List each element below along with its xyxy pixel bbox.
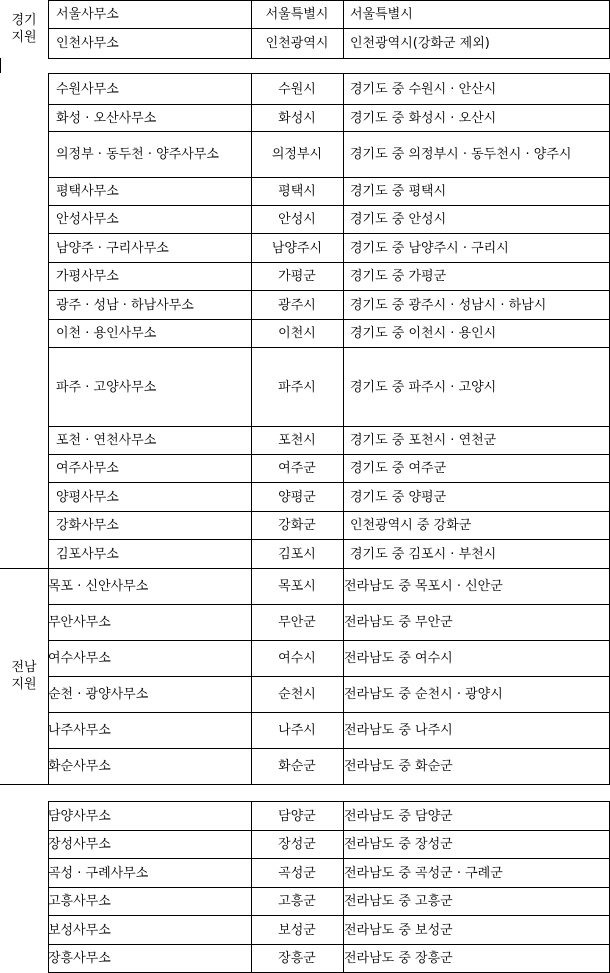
office-name: 포천 · 연천사무소 [56, 433, 157, 448]
office-name: 인천사무소 [56, 36, 119, 51]
jurisdiction-area: 전라남도 중 장흥군 [344, 951, 453, 966]
office-city: 나주시 [278, 723, 316, 738]
office-name: 여주사무소 [56, 461, 119, 476]
office-name: 고흥사무소 [48, 894, 111, 909]
jurisdiction-area: 전라남도 중 순천시 · 광양시 [344, 687, 503, 702]
jurisdiction-area: 전라남도 중 여수시 [344, 651, 453, 666]
office-name: 무안사무소 [48, 615, 111, 630]
office-city: 평택시 [278, 184, 316, 199]
jurisdiction-area: 전라남도 중 곡성군 · 구례군 [344, 865, 503, 881]
office-city: 김포시 [278, 546, 316, 562]
region-label-jeonnam: 전남 지원 [11, 660, 37, 692]
office-name: 파주 · 고양사무소 [56, 379, 157, 395]
office-name: 이천 · 용인사무소 [56, 326, 157, 341]
office-name: 가평사무소 [56, 269, 119, 284]
office-city: 서울특별시 [265, 7, 329, 22]
table-rule [48, 784, 610, 785]
table-rule [48, 0, 49, 59]
jurisdiction-area: 경기도 중 양평군 [350, 489, 447, 505]
jurisdiction-area: 서울특별시 [350, 7, 413, 22]
office-city: 남양주시 [271, 240, 323, 256]
office-name: 광주 · 성남 · 하남사무소 [56, 297, 194, 313]
office-city: 포천시 [278, 433, 316, 448]
office-name: 나주사무소 [48, 723, 111, 738]
jurisdiction-area: 전라남도 중 나주시 [344, 723, 453, 738]
office-name: 양평사무소 [56, 489, 119, 505]
jurisdiction-area: 인천광역시 중 강화군 [350, 518, 472, 533]
table-rule [343, 0, 344, 59]
jurisdiction-area: 경기도 중 화성시 · 오산시 [350, 110, 497, 126]
office-city: 안성시 [278, 212, 316, 227]
office-city: 의정부시 [271, 147, 323, 162]
office-city: 여수시 [278, 651, 316, 666]
jurisdiction-area: 경기도 중 안성시 [350, 212, 447, 227]
office-city: 담양군 [278, 808, 316, 824]
office-city: 광주시 [278, 297, 316, 313]
office-city: 인천광역시 [265, 36, 329, 51]
office-city: 화순군 [278, 759, 316, 774]
office-name: 서울사무소 [56, 7, 119, 22]
office-name: 장흥사무소 [48, 951, 111, 966]
office-city: 보성군 [278, 922, 316, 938]
office-city: 화성시 [278, 110, 316, 126]
jurisdiction-area: 경기도 중 수원시 · 안산시 [350, 81, 497, 97]
region-rule [0, 784, 48, 785]
office-name: 곡성 · 구례사무소 [48, 865, 149, 881]
office-city: 순천시 [278, 687, 316, 702]
office-name: 강화사무소 [56, 518, 119, 533]
office-name: 김포사무소 [56, 546, 119, 562]
office-city: 이천시 [278, 326, 316, 341]
office-name: 수원사무소 [56, 81, 119, 97]
office-city: 고흥군 [278, 894, 316, 909]
office-name: 여수사무소 [48, 651, 111, 666]
office-name: 화성 · 오산사무소 [56, 110, 157, 126]
office-name: 평택사무소 [56, 184, 119, 199]
office-city: 곡성군 [278, 865, 316, 881]
jurisdiction-area: 경기도 중 광주시 · 성남시 · 하남시 [350, 297, 547, 313]
jurisdiction-area: 경기도 중 김포시 · 부천시 [350, 546, 497, 562]
jurisdiction-area: 경기도 중 이천시 · 용인시 [350, 326, 497, 341]
office-name: 목포 · 신안사무소 [48, 579, 149, 594]
jurisdiction-area: 전라남도 중 고흥군 [344, 894, 453, 909]
jurisdiction-area: 경기도 중 파주시 · 고양시 [350, 379, 497, 395]
table-rule [343, 73, 344, 569]
region-rule [0, 58, 1, 73]
jurisdiction-area: 전라남도 중 담양군 [344, 808, 453, 824]
office-city: 파주시 [278, 379, 316, 395]
jurisdiction-area: 전라남도 중 장성군 [344, 837, 453, 852]
office-city: 여주군 [278, 461, 316, 476]
office-name: 의정부 · 동두천 · 양주사무소 [56, 147, 219, 162]
table-rule [48, 73, 49, 569]
table-rule [48, 58, 610, 59]
office-name: 장성사무소 [48, 837, 111, 852]
jurisdiction-area: 경기도 중 여주군 [350, 461, 447, 476]
jurisdiction-area: 경기도 중 남양주시 · 구리시 [350, 240, 509, 256]
office-name: 남양주 · 구리사무소 [56, 240, 169, 256]
office-name: 보성사무소 [48, 922, 111, 938]
jurisdiction-area: 경기도 중 포천시 · 연천군 [350, 433, 497, 448]
office-name: 담양사무소 [48, 808, 111, 824]
office-city: 양평군 [278, 489, 316, 505]
office-name: 화순사무소 [48, 759, 111, 774]
jurisdiction-area: 전라남도 중 화순군 [344, 759, 453, 774]
office-city: 가평군 [278, 269, 316, 284]
office-city: 무안군 [278, 615, 316, 630]
jurisdiction-area: 경기도 중 의정부시 · 동두천시 · 양주시 [350, 147, 572, 162]
jurisdiction-area: 전라남도 중 보성군 [344, 922, 453, 938]
office-city: 목포시 [278, 579, 316, 594]
jurisdiction-area: 인천광역시(강화군 제외) [350, 36, 490, 51]
office-city: 장성군 [278, 837, 316, 852]
office-city: 강화군 [278, 518, 316, 533]
office-city: 수원시 [278, 81, 316, 97]
region-label-gyeonggi: 경기 지원 [11, 13, 37, 45]
jurisdiction-area: 전라남도 중 목포시 · 신안군 [344, 579, 503, 594]
office-name: 순천 · 광양사무소 [48, 687, 149, 702]
office-name: 안성사무소 [56, 212, 119, 227]
office-city: 장흥군 [278, 951, 316, 966]
jurisdiction-area: 경기도 중 가평군 [350, 269, 447, 284]
jurisdiction-area: 경기도 중 평택시 [350, 184, 447, 199]
jurisdiction-area: 전라남도 중 무안군 [344, 615, 453, 630]
